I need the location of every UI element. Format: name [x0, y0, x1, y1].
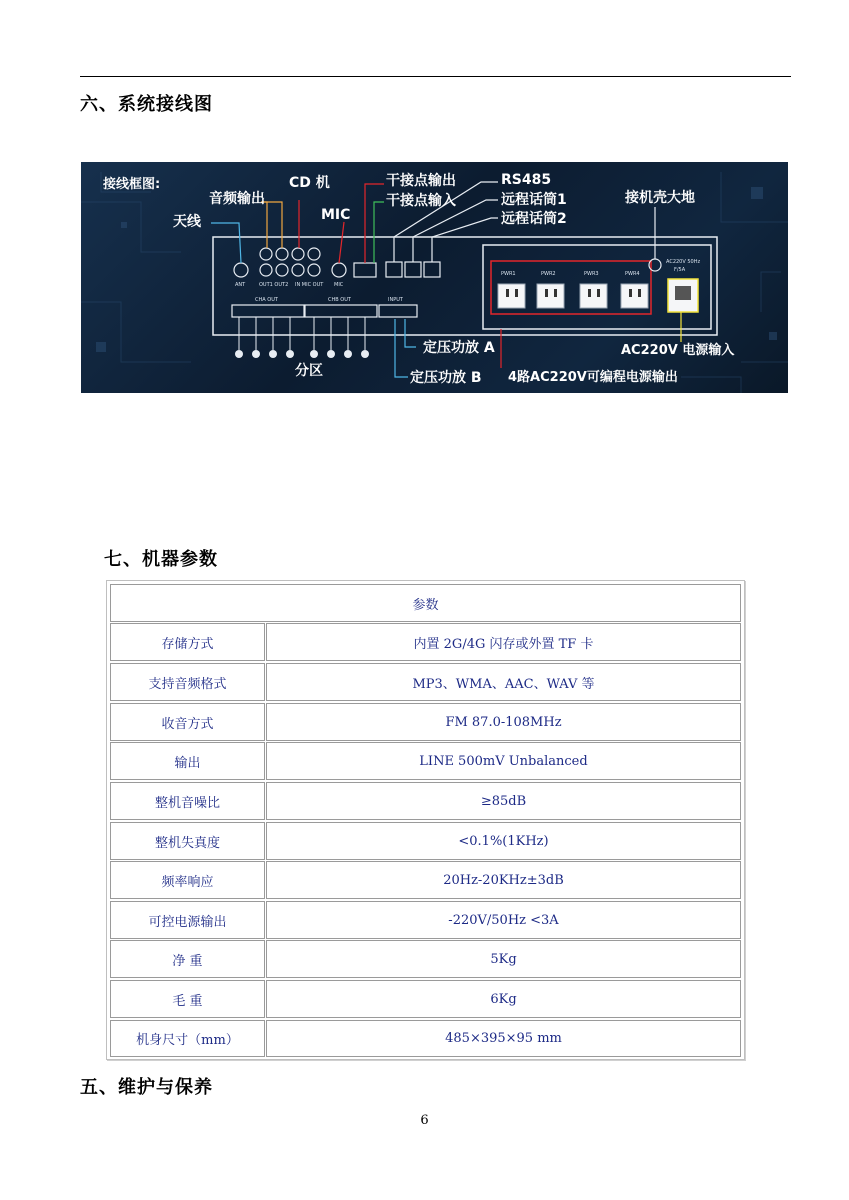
panel-ac-spec: AC220V 50Hz [666, 259, 701, 265]
row-value: 6Kg [266, 980, 741, 1018]
row-label: 整机音噪比 [110, 782, 265, 820]
label-dry-in: 干接点输入 [386, 193, 456, 209]
panel-chb-out: CHB OUT [328, 297, 351, 303]
table-header: 参数 [110, 584, 741, 622]
row-value: FM 87.0-108MHz [266, 703, 741, 741]
page-number: 6 [420, 1113, 429, 1128]
panel-pwr4: PWR4 [625, 271, 640, 277]
row-value: 20Hz-20KHz±3dB [266, 861, 741, 899]
panel-ant: ANT [235, 282, 246, 288]
row-label: 整机失真度 [110, 822, 265, 860]
dry-contact-port-3 [424, 262, 440, 277]
row-value: 485×395×95 mm [266, 1020, 741, 1057]
row-value: <0.1%(1KHz) [266, 822, 741, 860]
row-label: 可控电源输出 [110, 901, 265, 939]
row-value: ≥85dB [266, 782, 741, 820]
panel-mic: MIC [334, 282, 344, 288]
label-amp-b: 定压功放 B [410, 370, 482, 386]
row-label: 存储方式 [110, 623, 265, 661]
row-label: 机身尺寸（mm） [110, 1020, 265, 1057]
dry-contact-port-2 [405, 262, 421, 277]
panel-fuse: F/5A [674, 267, 686, 273]
label-ac-input: AC220V 电源输入 [621, 343, 735, 358]
row-label: 支持音频格式 [110, 663, 265, 701]
section-heading-wiring: 六、系统接线图 [80, 94, 213, 115]
diagram-title: 接线框图: [103, 177, 161, 192]
panel-out: OUT1 OUT2 [259, 282, 289, 288]
panel-input: INPUT [388, 297, 403, 303]
label-ac-outputs: 4路AC220V可编程电源输出 [508, 370, 678, 385]
row-label: 净 重 [110, 940, 265, 978]
panel-in-mic-out: IN MIC OUT [295, 282, 324, 288]
label-cd: CD 机 [289, 175, 330, 191]
label-remote-mic-2: 远程话筒2 [501, 211, 567, 227]
label-rs485: RS485 [501, 172, 552, 188]
label-mic: MIC [321, 207, 351, 223]
row-value: LINE 500mV Unbalanced [266, 742, 741, 780]
label-chassis-ground: 接机壳大地 [625, 190, 695, 206]
row-value: MP3、WMA、AAC、WAV 等 [266, 663, 741, 701]
dry-contact-port-1 [386, 262, 402, 277]
wiring-diagram [81, 162, 788, 393]
spec-table [106, 580, 745, 1060]
label-antenna: 天线 [173, 214, 201, 230]
label-amp-a: 定压功放 A [423, 340, 495, 356]
panel-pwr2: PWR2 [541, 271, 556, 277]
row-value: 内置 2G/4G 闪存或外置 TF 卡 [266, 623, 741, 661]
row-value: 5Kg [266, 940, 741, 978]
label-audio-out: 音频输出 [209, 191, 265, 207]
row-label: 频率响应 [110, 861, 265, 899]
panel-pwr1: PWR1 [501, 271, 516, 277]
label-zones: 分区 [295, 363, 323, 379]
row-label: 收音方式 [110, 703, 265, 741]
section-heading-specs: 七、机器参数 [104, 549, 218, 570]
section-heading-maintenance: 五、维护与保养 [80, 1077, 213, 1098]
label-remote-mic-1: 远程话筒1 [501, 192, 567, 208]
row-label: 毛 重 [110, 980, 265, 1018]
mic-jack [332, 263, 346, 277]
panel-pwr3: PWR3 [584, 271, 599, 277]
rs485-port [354, 263, 376, 277]
header-rule [80, 76, 791, 77]
row-value: -220V/50Hz <3A [266, 901, 741, 939]
label-dry-out: 干接点输出 [386, 173, 456, 189]
row-label: 输出 [110, 742, 265, 780]
panel-cha-out: CHA OUT [255, 297, 278, 303]
ant-jack [234, 263, 248, 277]
